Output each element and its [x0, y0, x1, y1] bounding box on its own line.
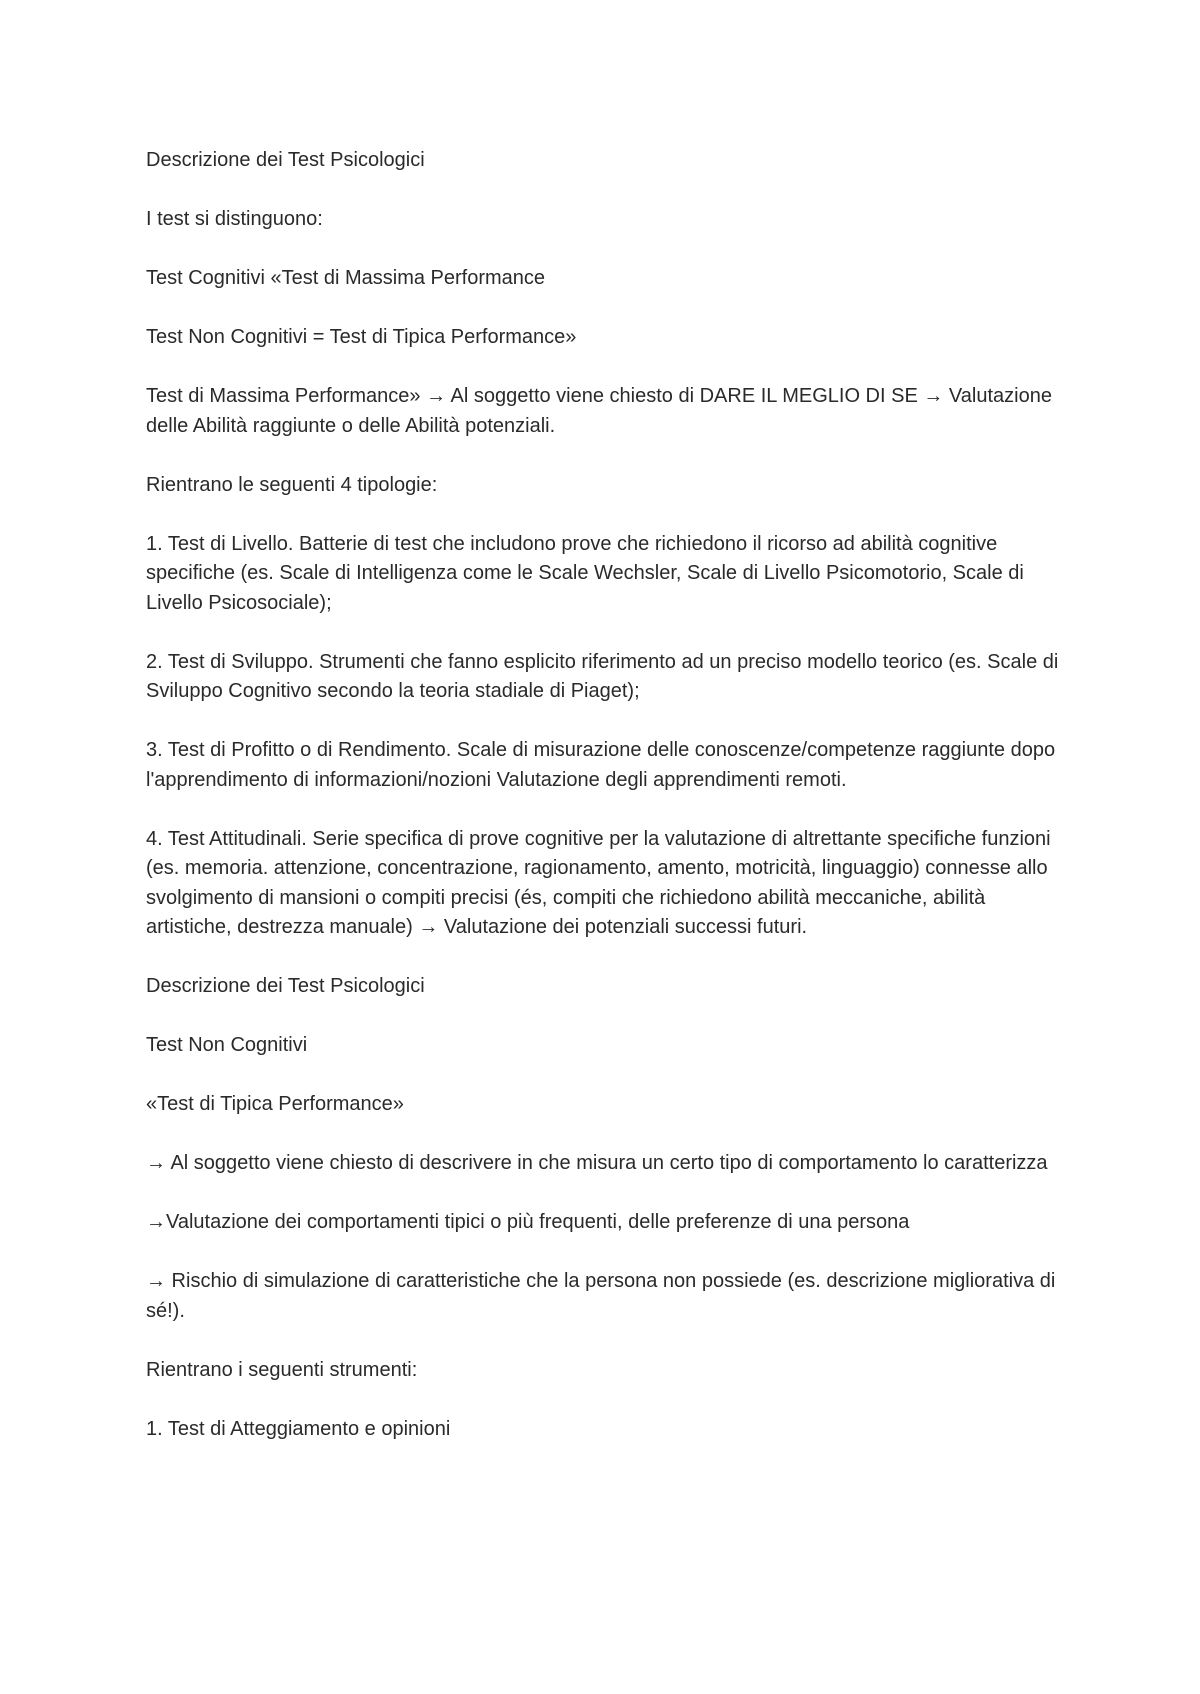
- body-paragraph: →Valutazione dei comportamenti tipici o più frequenti, delle preferenze di una persona: [146, 1211, 910, 1233]
- definition-line: Test Non Cognitivi = Test di Tipica Performance»: [146, 326, 577, 348]
- body-paragraph: → Rischio di simulazione di caratteristiche che la persona non possiede (es. descrizione migliorativa di sé!).: [146, 1270, 1056, 1322]
- list-item: 1. Test di Livello. Batterie di test che includono prove che richiedono il ricorso ad abilità cognitive specifiche (es. Scale di Intelligenza come le Scale Wechsler, Scale di Livello Psicomotorio, Scale di Livello Psicosociale);: [146, 532, 1024, 614]
- list-item: 3. Test di Profitto o di Rendimento. Scale di misurazione delle conoscenze/competenze raggiunte dopo l'apprendimento di informazioni/nozioni Valutazione degli apprendimenti remoti.: [146, 739, 1056, 791]
- list-item: 1. Test di Atteggiamento e opinioni: [146, 1417, 451, 1440]
- section-heading: Descrizione dei Test Psicologici: [146, 975, 425, 997]
- definition-line: Test Cognitivi «Test di Massima Performance: [146, 267, 546, 289]
- body-paragraph: Rientrano le seguenti 4 tipologie:: [146, 473, 438, 496]
- subsection-subtitle: «Test di Tipica Performance»: [146, 1093, 404, 1115]
- body-paragraph: → Al soggetto viene chiesto di descrivere in che misura un certo tipo di comportamento lo caratterizza: [146, 1152, 1048, 1174]
- body-paragraph: Test di Massima Performance» → Al soggetto viene chiesto di DARE IL MEGLIO DI SE → Valutazione delle Abilità raggiunte o delle Abilità potenziali.: [146, 385, 1052, 437]
- list-item: 4. Test Attitudinali. Serie specifica di prove cognitive per la valutazione di altrettante specifiche funzioni (es. memoria. attenzione, concentrazione, ragionamento, amento, motricità, linguaggio) connesse allo svolgimento di mansioni o compiti precisi (és, compiti che richiedono abilità meccaniche, abilità artistiche, destrezza manuale) → Valutazione dei potenziali successi futuri.: [146, 827, 1051, 938]
- body-paragraph: Rientrano i seguenti strumenti:: [146, 1358, 418, 1381]
- intro-paragraph: I test si distinguono:: [146, 208, 323, 230]
- list-item: 2. Test di Sviluppo. Strumenti che fanno esplicito riferimento ad un preciso modello teorico (es. Scale di Sviluppo Cognitivo secondo la teoria stadiale di Piaget);: [146, 650, 1059, 702]
- subsection-title: Test Non Cognitivi: [146, 1034, 308, 1056]
- document-page: [146, 146, 1066, 1444]
- section-heading: Descrizione dei Test Psicologici: [146, 149, 425, 171]
